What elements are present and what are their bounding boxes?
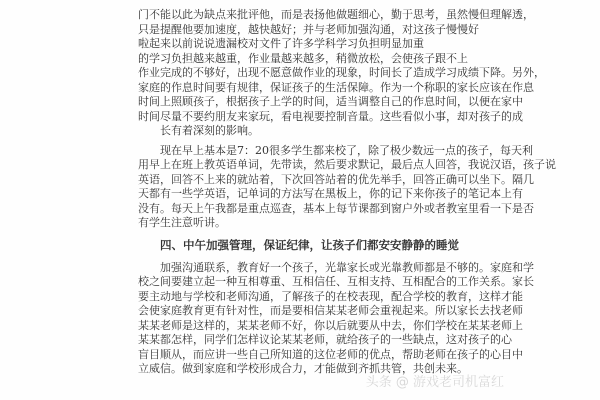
text-line: 门不能以此为缺点来批评他，而是表扬他做题细心，勤于思考，虽然慢但理解透， — [138, 8, 534, 21]
text-line: 没有。每天上午我都是重点巡查，基本上每节课都到窗户外或者教室里看一下是否 — [138, 201, 534, 215]
paragraph-3 — [138, 261, 598, 377]
watermark: 头条 @ 游戏老司机富红 — [365, 375, 504, 390]
paragraph-2 — [138, 144, 598, 231]
text-line: 长有着深刻的影响。 — [160, 124, 259, 137]
text-line: 校之间要建立起一种互相尊重、互相信任、互相支持、互相配合的工作关系。家长 — [138, 275, 534, 288]
text-line: 某某都怎样，同学们怎样议论某某老师，就给孩子的一些缺点，这对孩子的心 — [138, 333, 512, 346]
document-body — [138, 8, 598, 377]
paragraph-1 — [138, 8, 598, 139]
text-line: 啦起来以前说说遗漏校对文件了许多学科学习负担明显加重 — [138, 37, 424, 50]
text-line: 的学习负担越来越重，作业量越来越多，稍微放松，会使孩子跟不上 — [138, 51, 468, 65]
text-line: 要主动地与学校和老师沟通，了解孩子的在校表现，配合学校的教育，这样才能 — [138, 289, 523, 303]
text-line: 现在早上基本是7：20很多学生都来校了，除了极少数远一点的孩子，每天利 — [160, 143, 533, 157]
text-line: 加强沟通联系，教育好一个孩子，光靠家长或光靠教师都是不够的。家庭和学 — [160, 260, 534, 274]
text-line: 盲目顺从，而应讲一些自己所知道的这位老师的优点，帮助老师在孩子的心目中 — [138, 347, 523, 361]
text-line: 会使家庭教育更有针对性，而是要相信某某老师会重视起来。所以家长去找老师 — [138, 304, 523, 317]
text-line: 只是提醒他要加速度，越快越好；并与老师加强沟通，对这孩子慢慢好 — [138, 22, 479, 36]
text-line: 家庭的作息时间要有规律，保证孩子的生活保障。作为一个称职的家长应该在作息 — [138, 80, 534, 94]
text-line: 天都有一些学英语，记单词的方法写在黑板上，你的记下来你孩子的笔记本上有 — [138, 187, 523, 200]
text-line: 英语，回答不上来的就站着，下次回答站着的优先举手，回答正确可以坐下。隔几 — [138, 172, 534, 186]
text-line: 立威信。做到家庭和学校形成合力，才能做到齐抓共管，共创未来。 — [138, 362, 468, 375]
text-line: 某某老师是这样的，某某老师不好，你以后就要从中去，你们学校在某某老师上 — [138, 318, 523, 332]
text-line: 时间尽量不要约朋友来家玩，看电视要控制音量。这些看似小事，却对孩子的成 — [138, 109, 523, 123]
text-line: 用早上在班上教英语单词，先带读，然后要求默记，最后点人回答，我说汉语，孩子说 — [138, 158, 556, 171]
section-heading: 四、中午加强管理，保证纪律，让孩子们都安安静静的睡觉 — [160, 237, 459, 252]
text-line: 作业完成的不够好，出现不愿意做作业的现象，时间长了造成学习成绩下降。另外， — [138, 66, 545, 79]
text-line: 时间上照顾孩子，根据孩子上学的时间，适当调整自己的作息时间，以便在家中 — [138, 95, 523, 108]
text-line: 有学生注意听讲。 — [138, 216, 226, 229]
